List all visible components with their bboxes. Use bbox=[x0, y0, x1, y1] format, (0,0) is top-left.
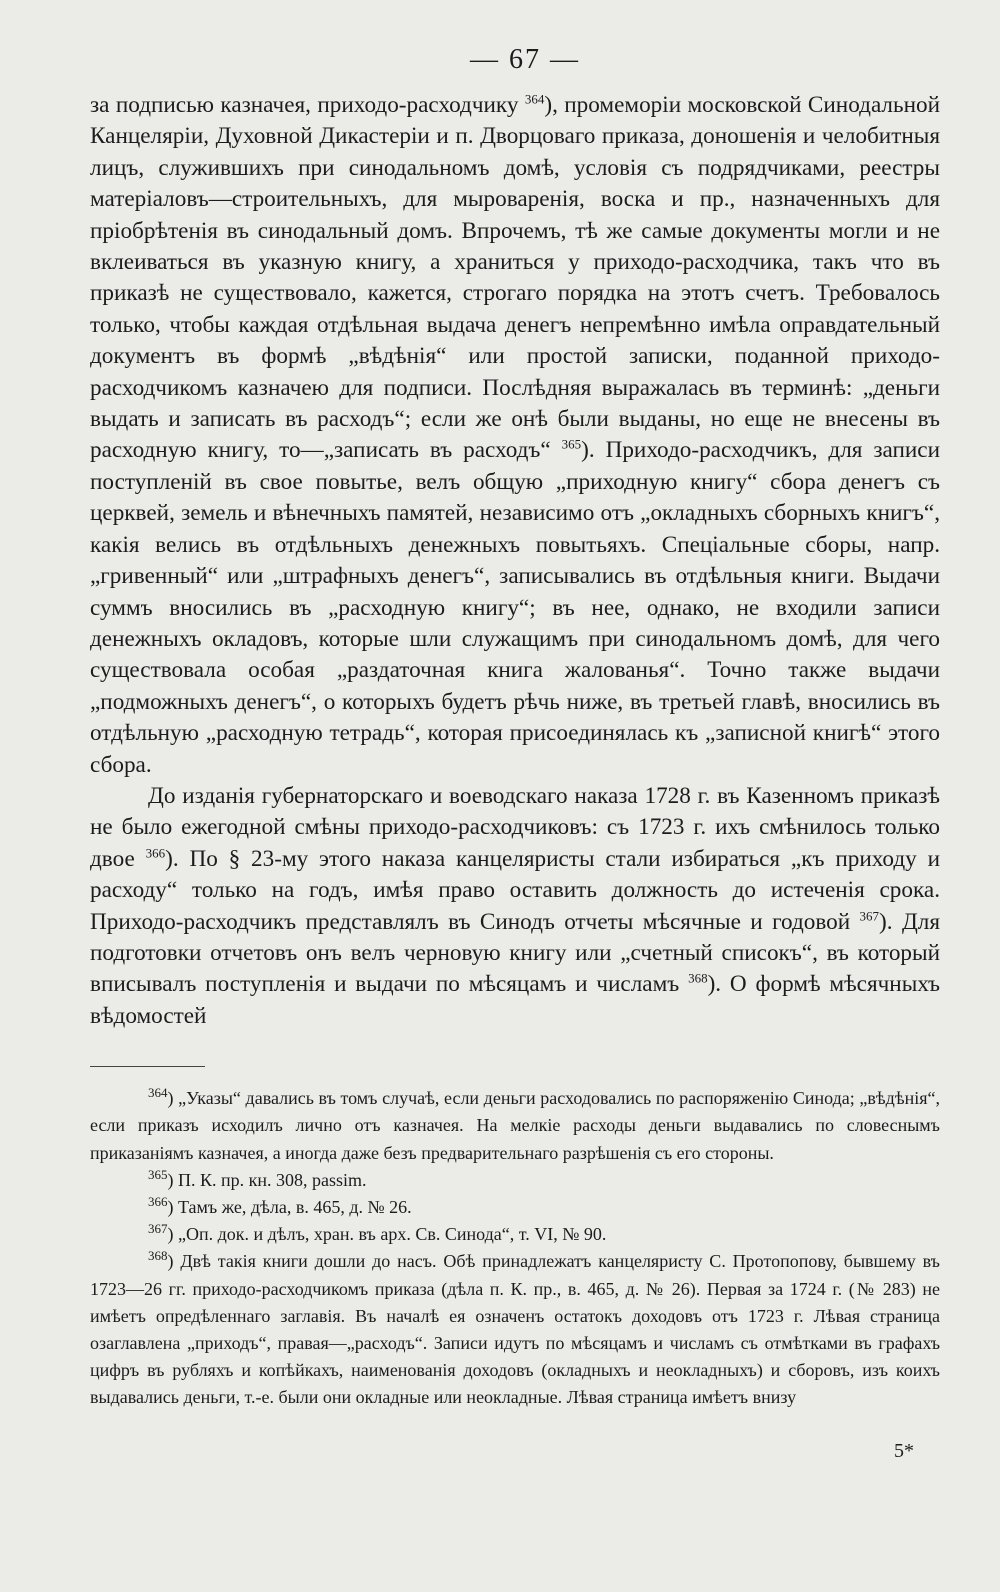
main-text bbox=[90, 90, 940, 1032]
footnote-mark: 366 bbox=[148, 1194, 168, 1209]
footnotes bbox=[90, 1085, 940, 1411]
footnote-368 bbox=[90, 1248, 940, 1411]
footnote-mark: 365 bbox=[148, 1166, 168, 1182]
footnote-mark: 368 bbox=[148, 1248, 168, 1264]
page-number: — 67 — bbox=[470, 44, 580, 75]
footnote-366 bbox=[90, 1194, 940, 1221]
paragraph-2-text-a: До изданія губернаторскаго и воеводскаго наказа 1728 г. въ Казенномъ приказѣ не было ежегодной смѣны приходо-расходчиковъ: съ 1723 г. ихъ смѣнилось только двое bbox=[90, 782, 940, 872]
footnote-ref-366[interactable]: 366 bbox=[145, 845, 166, 861]
footnote-367 bbox=[90, 1221, 940, 1248]
footnote-365 bbox=[90, 1167, 940, 1194]
footnote-divider bbox=[90, 1066, 205, 1067]
paragraph-1-text-a: за подписью казначея, приходо-расходчику bbox=[90, 92, 525, 118]
footnote-text: ) П. К. пр. кн. 308, passim. bbox=[167, 1169, 367, 1190]
paragraph-2 bbox=[90, 781, 940, 1032]
footnote-mark: 367 bbox=[148, 1221, 168, 1237]
paragraph-1 bbox=[90, 90, 940, 781]
footnote-364 bbox=[90, 1085, 940, 1167]
footnote-text: ) „Оп. док. и дѣлъ, хран. въ арх. Св. Синода“, т. VI, № 90. bbox=[167, 1224, 607, 1245]
footnote-text: ) Двѣ такія книги дошли до насъ. Обѣ принадлежатъ канцеляристу С. Протопопову, бывшему въ 1723—26 гг. приходо-расходчикомъ приказа (дѣла п. К. пр., в. 465, д. № 26). Первая за 1724 г. (№ 283) не имѣетъ опредѣленнаго заглавія. Въ началѣ ея означенъ остатокъ доходовъ отъ 1723 г. Лѣвая страница озаглавлена „приходъ“, правая—„расходъ“. Записи идутъ по мѣсяцамъ и числамъ съ отмѣтками въ графахъ цифръ въ рубляхъ и копѣйкахъ, наименованія доходовъ (окладныхъ и неокладныхъ) и сборовъ, изъ коихъ выдавались деньги, т.-е. были они окладные или неокладные. Лѣвая страница имѣетъ внизу bbox=[90, 1251, 940, 1408]
paragraph-1-text-c: ). Приходо-расходчикъ, для записи поступленій въ свое повытье, велъ общую „приходную книгу“ сбора денегъ съ церквей, земель и вѣнечныхъ памятей, независимо отъ „окладныхъ сборныхъ книгъ“, какія велись въ отдѣльныхъ денежныхъ повытьяхъ. Спеціальные сборы, напр. „гривенный“ или „штрафныхъ денегъ“, записывались въ отдѣльныя книги. Выдачи суммъ вносились въ „расходную книгу“; въ нее, однако, не входили записи денежныхъ окладовъ, которые шли служащимъ при синодальномъ домѣ, для чего существовала особая „раздаточная книга жалованья“. Точно также выдачи „подможныхъ денегъ“, о которыхъ будетъ рѣчь ниже, въ третьей главѣ, вносились въ отдѣльную „расходную тетрадь“, которая присоединялась къ „записной книгѣ“ этого сбора. bbox=[90, 437, 941, 778]
footnote-mark: 364 bbox=[148, 1085, 168, 1101]
paragraph-2-text-d: ). О формѣ мѣсячныхъ вѣдомостей bbox=[90, 971, 940, 1029]
paragraph-1-text-b: ), промеморіи московской Синодальной Канцеляріи, Духовной Дикастеріи и п. Дворцоваго приказа, доношенія и челобитныя лицъ, служившихъ при синодальномъ домѣ, условія съ подрядчиками, реестры матеріаловъ—строительныхъ, для мыроваренія, воска и пр., назначенныхъ для пріобрѣтенія въ синодальный домъ. Впрочемъ, тѣ же самые документы могли и не вклеиваться въ указную книгу, а храниться у приходо-расходчика, такъ что въ приказѣ не существовало, кажется, строгаго порядка на этотъ счетъ. Требовалось только, чтобы каждая отдѣльная выдача денегъ непремѣнно имѣла оправдательный документъ въ формѣ „вѣдѣнія“ или простой записки, поданной приходо-расходчикомъ казначею для подписи. Послѣдняя выражалась въ терминѣ: „деньги выдать и записать въ расходъ“; если же онѣ были выданы, но еще не внесены въ расходную книгу, то—„записать въ расходъ“ bbox=[90, 92, 940, 464]
footnote-text: ) Тамъ же, дѣла, в. 465, д. № 26. bbox=[167, 1197, 412, 1217]
paragraph-2-text-b: ). По § 23-му этого наказа канцеляристы стали избираться „къ приходу и расходу“ только на годъ, имѣя право оставить должность до истеченія срока. Приходо-расходчикъ представлялъ въ Синодъ отчеты мѣсячные и годовой bbox=[90, 845, 940, 935]
signature-mark: 5* bbox=[894, 1440, 914, 1462]
footnote-ref-364[interactable]: 364 bbox=[524, 91, 545, 107]
footnote-ref-367[interactable]: 367 bbox=[859, 907, 880, 923]
footnote-ref-368[interactable]: 368 bbox=[688, 970, 708, 986]
footnote-text: ) „Указы“ давались въ томъ случаѣ, если деньги расходовались по распоряженію Синода; „вѣдѣнія“, если приказъ исходилъ лично отъ казначея. На мелкіе расходы деньги выдавались по словеснымъ приказаніямъ казначея, а иногда даже безъ предварительнаго разрѣшенія съ его стороны. bbox=[90, 1088, 940, 1163]
paragraph-2-text-c: ). Для подготовки отчетовъ онъ велъ черновую книгу или „счетный списокъ“, въ который вписывалъ поступленія и выдачи по мѣсяцамъ и числамъ bbox=[90, 908, 940, 998]
footnote-ref-365[interactable]: 365 bbox=[561, 436, 582, 452]
